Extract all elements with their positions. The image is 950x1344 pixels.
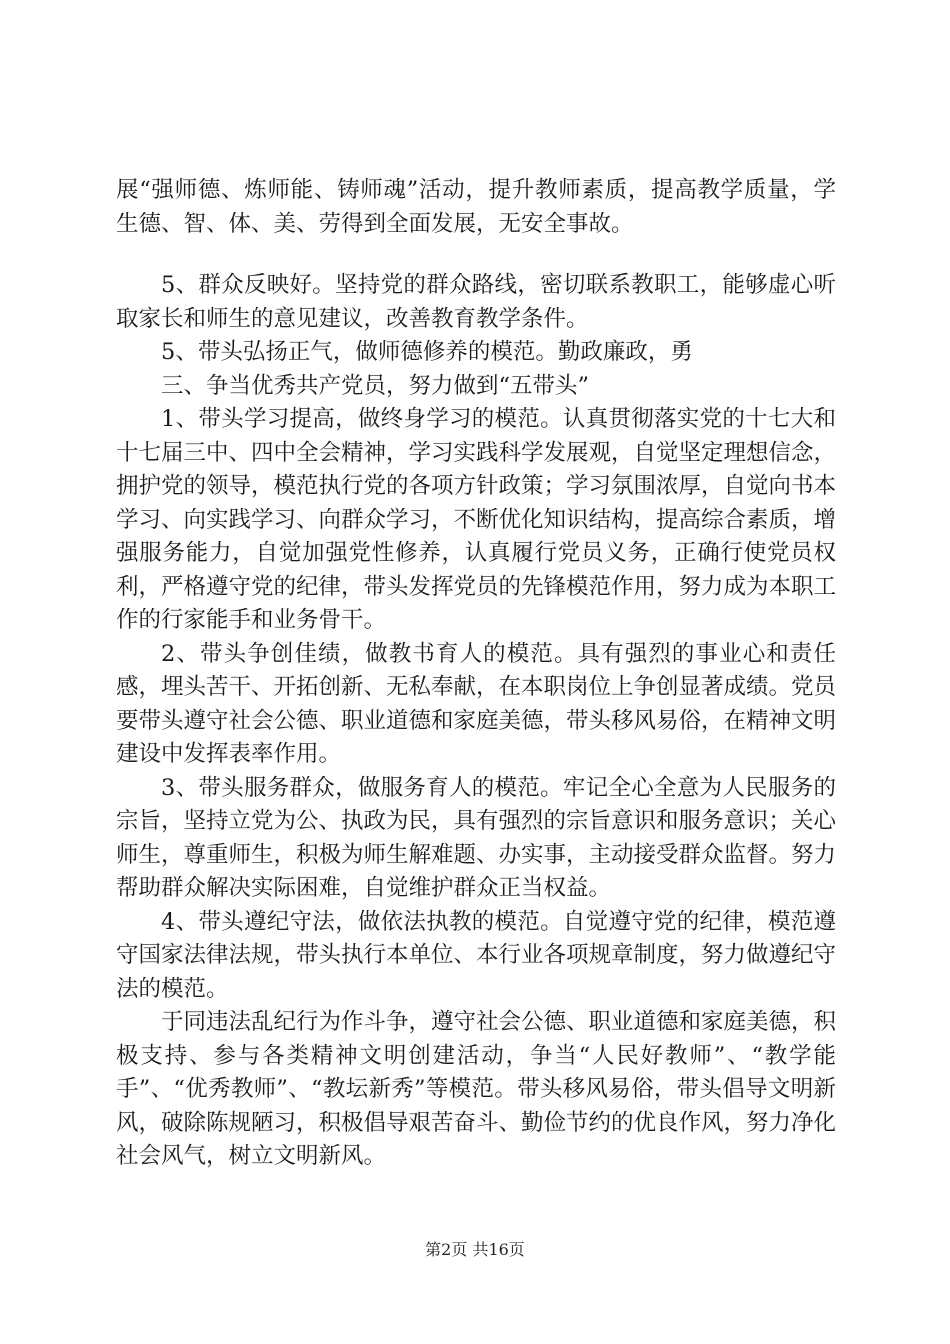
document-body xyxy=(116,174,836,1174)
paragraph-item-5-integrity: 5、带头弘扬正气，做师德修养的模范。勤政廉政，勇 xyxy=(161,339,693,365)
paragraph-item-4-law: 4、带头遵纪守法，做依法执教的模范。自觉遵守党的纪律，模范遵守国家法律法规，带头执行本单位、本行业各项规章制度，努力做遵纪守法的模范。 xyxy=(116,908,837,1002)
page-number-footer: 第2页 共16页 xyxy=(425,1240,525,1259)
paragraph-item-3-service: 3、带头服务群众，做服务育人的模范。牢记全心全意为人民服务的宗旨，坚持立党为公、执政为民，具有强烈的宗旨意识和服务意识；关心师生，尊重师生，积极为师生解难题、办实事，主动接受群众监督。努力帮助群众解决实际困难，自觉维护群众正当权益。 xyxy=(116,774,837,901)
paragraph-continuation: 展“强师德、炼师能、铸师魂”活动，提升教师素质，提高教学质量，学生德、智、体、美、劳得到全面发展，无安全事故。 xyxy=(116,177,836,237)
paragraph-item-5-feedback: 5、群众反映好。坚持党的群众路线，密切联系教职工，能够虚心听取家长和师生的意见建议，改善教育教学条件。 xyxy=(116,272,836,332)
paragraph-closing: 于同违法乱纪行为作斗争，遵守社会公德、职业道德和家庭美德，积极支持、参与各类精神文明创建活动，争当“人民好教师”、“教学能手”、“优秀教师”、“教坛新秀”等模范。带头移风易俗，带头倡导文明新风，破除陈规陋习，积极倡导艰苦奋斗、勤俭节约的优良作风，努力净化社会风气，树立文明新风。 xyxy=(116,1009,837,1169)
section-heading-three: 三、争当优秀共产党员，努力做到“五带头” xyxy=(161,372,590,399)
paragraph-item-1-study: 1、带头学习提高，做终身学习的模范。认真贯彻落实党的十七大和十七届三中、四中全会精神，学习实践科学发展观，自觉坚定理想信念，拥护党的领导，模范执行党的各项方针政策；学习氛围浓厚，自觉向书本学习、向实践学习、向群众学习，不断优化知识结构，提高综合素质，增强服务能力，自觉加强党性修养，认真履行党员义务，正确行使党员权利，严格遵守党的纪律，带头发挥党员的先锋模范作用，努力成为本职工作的行家能手和业务骨干。 xyxy=(116,406,837,633)
paragraph-item-2-achievement: 2、带头争创佳绩，做教书育人的模范。具有强烈的事业心和责任感，埋头苦干、开拓创新、无私奉献，在本职岗位上争创显著成绩。党员要带头遵守社会公德、职业道德和家庭美德，带头移风易俗，在精神文明建设中发挥表率作用。 xyxy=(116,640,837,767)
